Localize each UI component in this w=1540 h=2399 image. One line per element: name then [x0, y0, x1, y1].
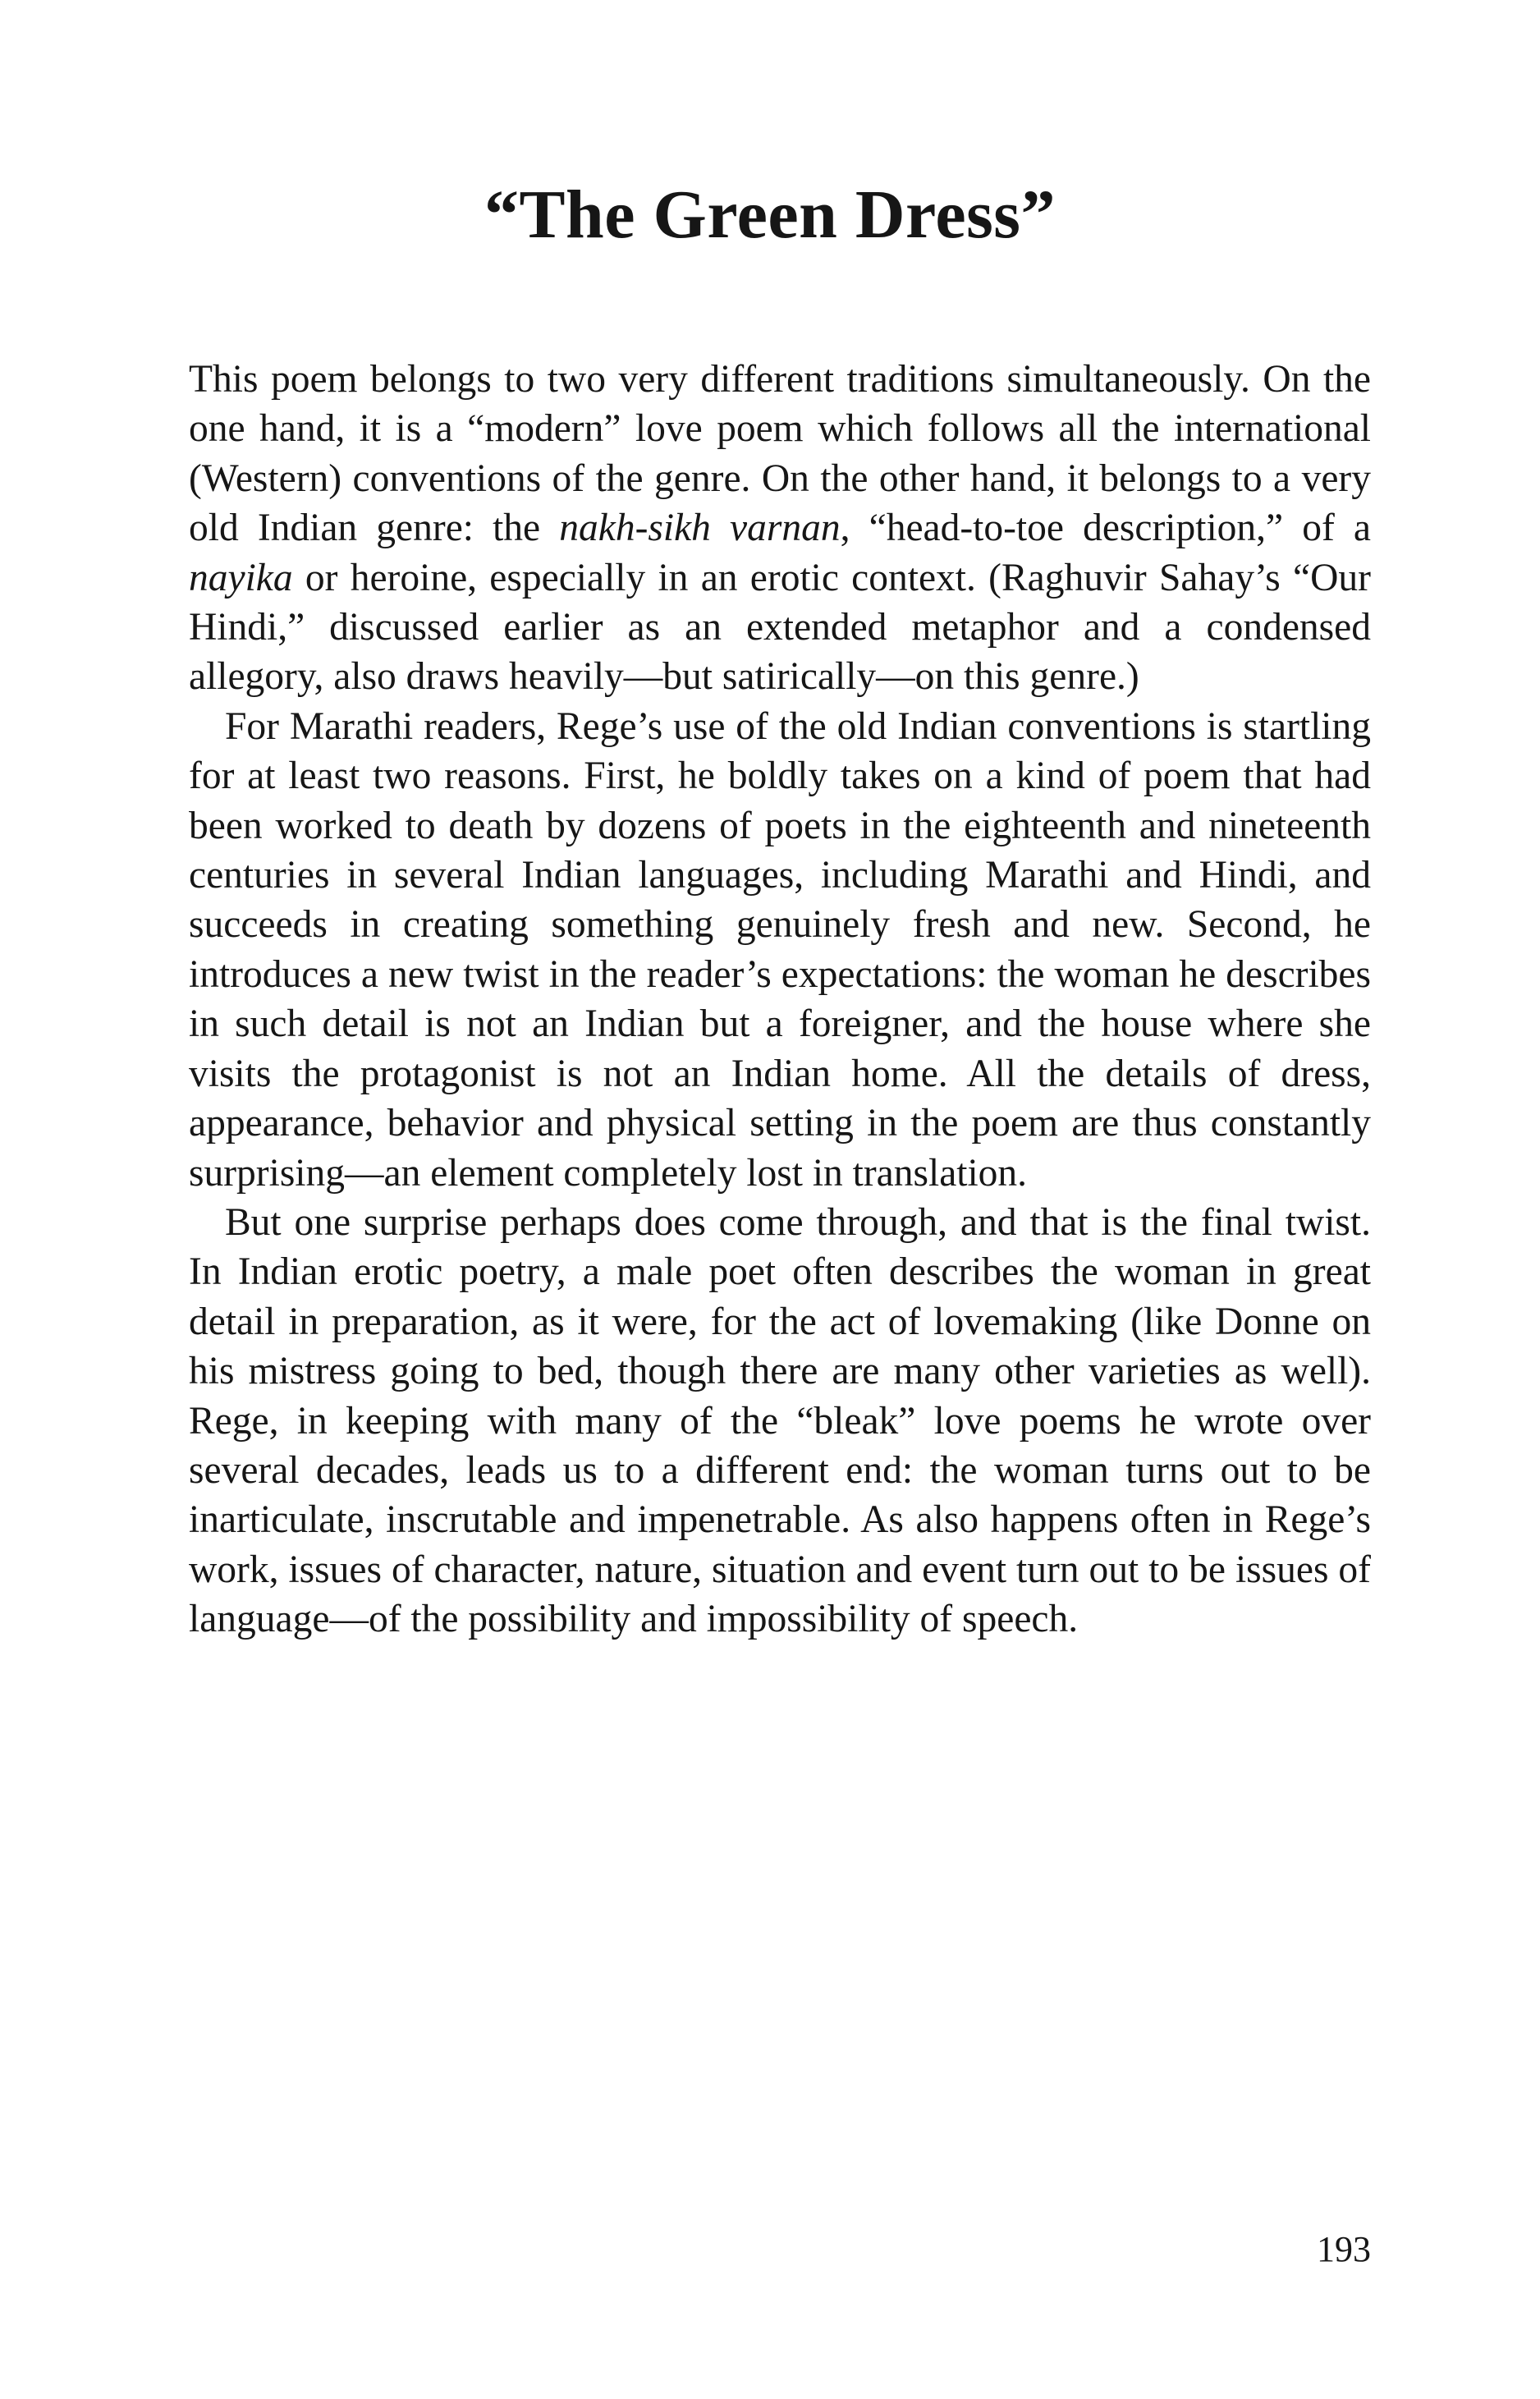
paragraph-3-run-1: But one surprise perhaps does come through, and that is the final twist. In Indian erotic poetry, a male poet often describes the woman in great detail in preparation, as it were, for the act of lovemaking (like Donne on his mistress going to bed, though there are many other varieties as well). Rege, in keeping with many of the “bleak” love poems he wrote over several decades, leads us to a different end: the woman turns out to be inarticulate, inscrutable and impenetrable. As also happens often in Rege’s work, issues of character, nature, situation and event turn out to be issues of language—of the possibility and impossibility of speech.	[189, 1200, 1371, 1641]
paragraph-1-italic-term-2: nayika	[189, 556, 293, 599]
paragraph-1	[189, 355, 1371, 702]
paragraph-1-italic-term-1: nakh-sikh varnan	[559, 507, 841, 550]
chapter-title: “The Green Dress”	[484, 177, 1056, 253]
paragraph-1-run-3: , “head-to-toe description,” of a	[840, 507, 1371, 550]
page-number: 193	[1317, 2229, 1371, 2269]
paragraph-3	[189, 1198, 1371, 1644]
paragraph-1-run-1: This poem belongs to two very different traditions simultaneously. On the one hand, it is a “modern” love poem which follows all the international (Western) conventions of the genre. On the other hand, it belongs to a very old Indian genre: the	[189, 358, 1371, 550]
paragraph-1-run-5: or heroine, especially in an erotic context. (Raghuvir Sahay’s “Our Hindi,” discussed earlier as an extended metaphor and a condensed allegory, also draws heavily—but satirically—on this genre.)	[189, 556, 1371, 699]
body-text	[189, 355, 1371, 1644]
paragraph-2-run-1: For Marathi readers, Rege’s use of the old Indian conventions is startling for at least two reasons. First, he boldly takes on a kind of poem that had been worked to death by dozens of poets in the eighteenth and nineteenth centuries in several Indian languages, including Marathi and Hindi, and succeeds in creating something genuinely fresh and new. Second, he introduces a new twist in the reader’s expectations: the woman he describes in such detail is not an Indian but a foreigner, and the house where she visits the protagonist is not an Indian home. All the details of dress, appearance, behavior and physical setting in the poem are thus constantly surprising—an element completely lost in translation.	[189, 704, 1371, 1195]
paragraph-2	[189, 702, 1371, 1198]
